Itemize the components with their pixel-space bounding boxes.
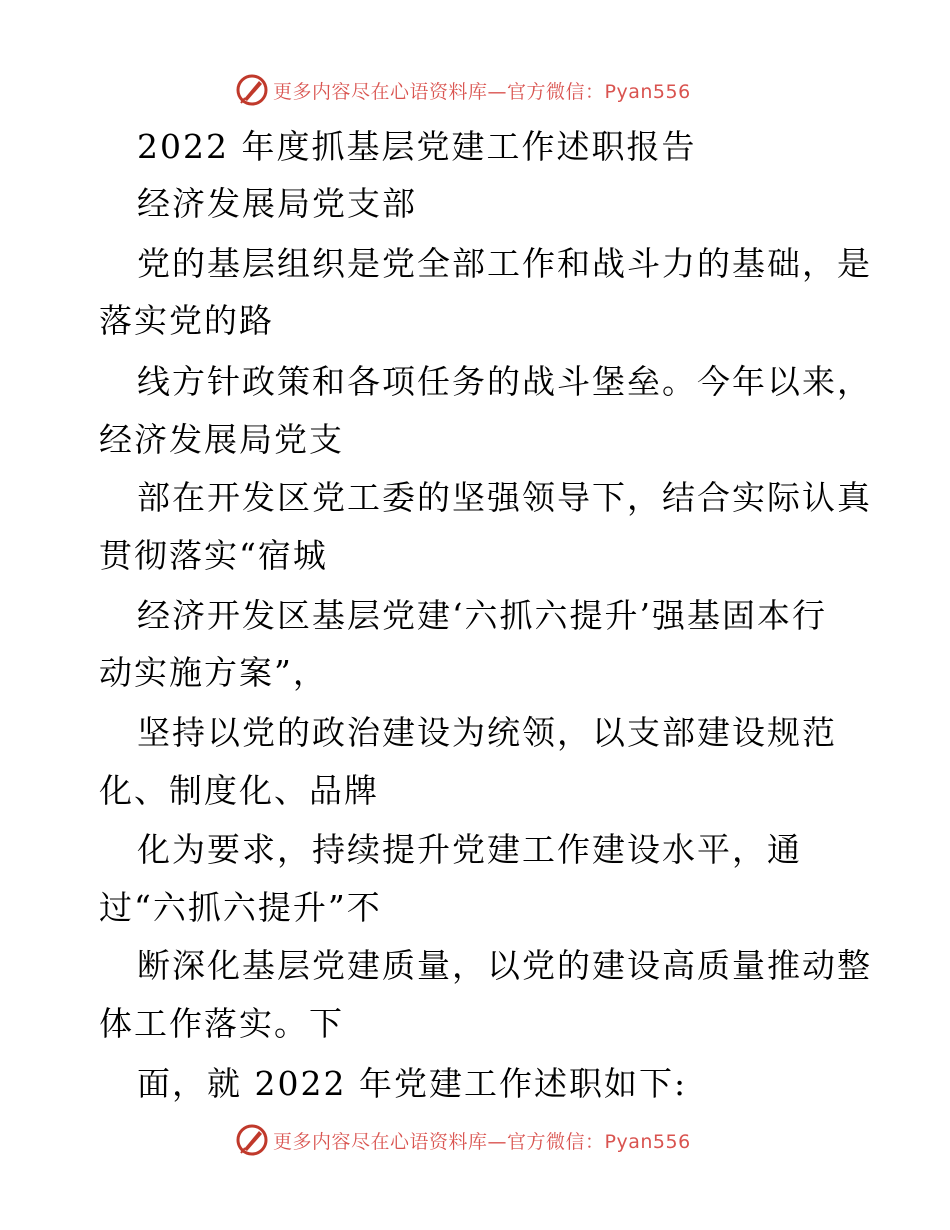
- paragraph-line: 经济发展局党支: [99, 420, 344, 459]
- paragraph-line: 面，就 2022 年党建工作述职如下:: [137, 1064, 688, 1103]
- document-subtitle: 经济发展局党支部: [137, 184, 417, 223]
- paragraph-line: 部在开发区党工委的坚强领导下，结合实际认真: [137, 478, 872, 517]
- paragraph-line: 党的基层组织是党全部工作和战斗力的基础，是: [137, 244, 872, 283]
- paragraph-line: 动实施方案”，: [99, 653, 328, 692]
- paragraph-line: 过“六抓六提升”不: [99, 888, 382, 927]
- document-title: 2022 年度抓基层党建工作述职报告: [137, 127, 697, 166]
- quill-pen-circle-icon: [235, 73, 269, 107]
- paragraph-line: 贯彻落实“宿城: [99, 536, 328, 575]
- paragraph-line: 经济开发区基层党建‘六抓六提升’强基固本行: [137, 596, 827, 635]
- quill-pen-circle-icon: [235, 1123, 269, 1157]
- paragraph-line: 化、制度化、品牌: [99, 771, 379, 810]
- watermark-text: 更多内容尽在心语资料库—官方微信：Pyan556: [273, 1130, 691, 1153]
- paragraph-line: 坚持以党的政治建设为统领，以支部建设规范: [137, 713, 837, 752]
- paragraph-line: 线方针政策和各项任务的战斗堡垒。今年以来，: [137, 362, 872, 401]
- paragraph-line: 断深化基层党建质量，以党的建设高质量推动整: [137, 946, 872, 985]
- watermark-header: [235, 73, 691, 107]
- paragraph-line: 落实党的路: [99, 301, 274, 340]
- watermark-footer: [235, 1123, 691, 1157]
- watermark-text: 更多内容尽在心语资料库—官方微信：Pyan556: [273, 80, 691, 103]
- paragraph-line: 体工作落实。下: [99, 1004, 344, 1043]
- paragraph-line: 化为要求，持续提升党建工作建设水平，通: [137, 830, 802, 869]
